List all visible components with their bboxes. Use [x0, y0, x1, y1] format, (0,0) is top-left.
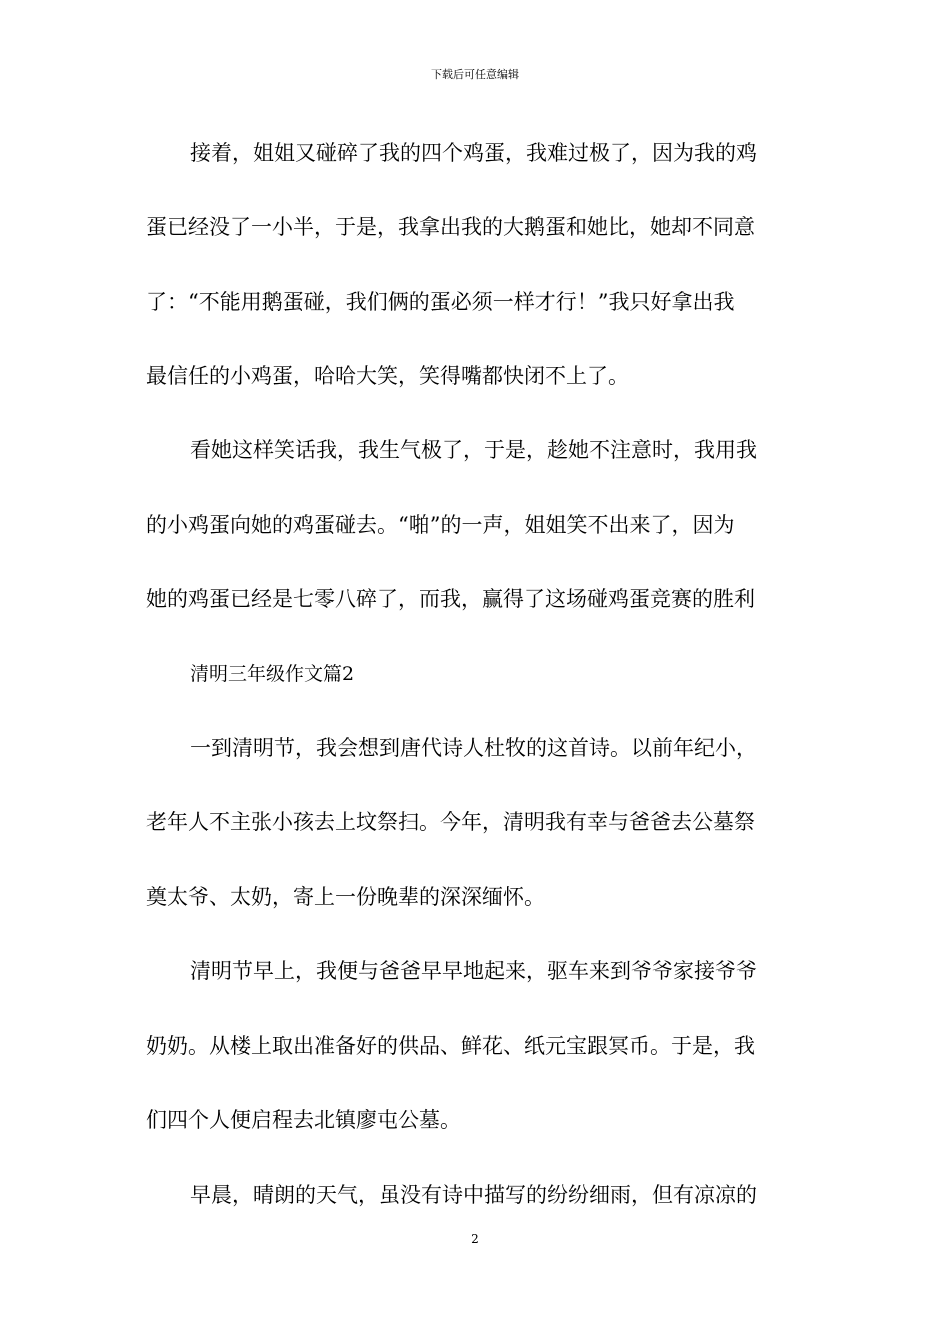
paragraph-4-line-1: 清明节早上，我便与爸爸早早地起来，驱车来到爷爷家接爷爷 [190, 959, 757, 983]
paragraph-1-line-4: 最信任的小鸡蛋，哈哈大笑，笑得嘴都快闭不上了。 [146, 364, 629, 388]
paragraph-3-line-3: 奠太爷、太奶，寄上一份晚辈的深深缅怀。 [146, 885, 545, 909]
paragraph-1-line-2: 蛋已经没了一小半，于是，我拿出我的大鹅蛋和她比，她却不同意 [146, 215, 755, 239]
paragraph-3-line-2: 老年人不主张小孩去上坟祭扫。今年，清明我有幸与爸爸去公墓祭 [146, 810, 755, 834]
paragraph-4-line-3: 们四个人便启程去北镇廖屯公墓。 [146, 1108, 461, 1132]
paragraph-3-line-1: 一到清明节，我会想到唐代诗人杜牧的这首诗。以前年纪小， [190, 736, 757, 760]
paragraph-1-line-1: 接着，姐姐又碰碎了我的四个鸡蛋，我难过极了，因为我的鸡 [190, 141, 757, 165]
paragraph-5-line-1: 早晨，晴朗的天气，虽没有诗中描写的纷纷细雨，但有凉凉的 [190, 1183, 757, 1207]
page-header: 下载后可任意编辑 [431, 68, 519, 81]
paragraph-1-line-3: 了：“不能用鹅蛋碰，我们俩的蛋必须一样才行！”我只好拿出我 [146, 290, 735, 314]
paragraph-2-line-2: 的小鸡蛋向她的鸡蛋碰去。“啪”的一声，姐姐笑不出来了，因为 [146, 513, 735, 537]
page-number: 2 [471, 1232, 479, 1246]
paragraph-2-line-3: 她的鸡蛋已经是七零八碎了，而我，赢得了这场碰鸡蛋竞赛的胜利 [146, 587, 755, 611]
section-heading: 清明三年级作文篇2 [190, 663, 355, 685]
paragraph-2-line-1: 看她这样笑话我，我生气极了，于是，趁她不注意时，我用我 [190, 438, 757, 462]
paragraph-4-line-2: 奶奶。从楼上取出准备好的供品、鲜花、纸元宝跟冥币。于是，我 [146, 1034, 755, 1058]
